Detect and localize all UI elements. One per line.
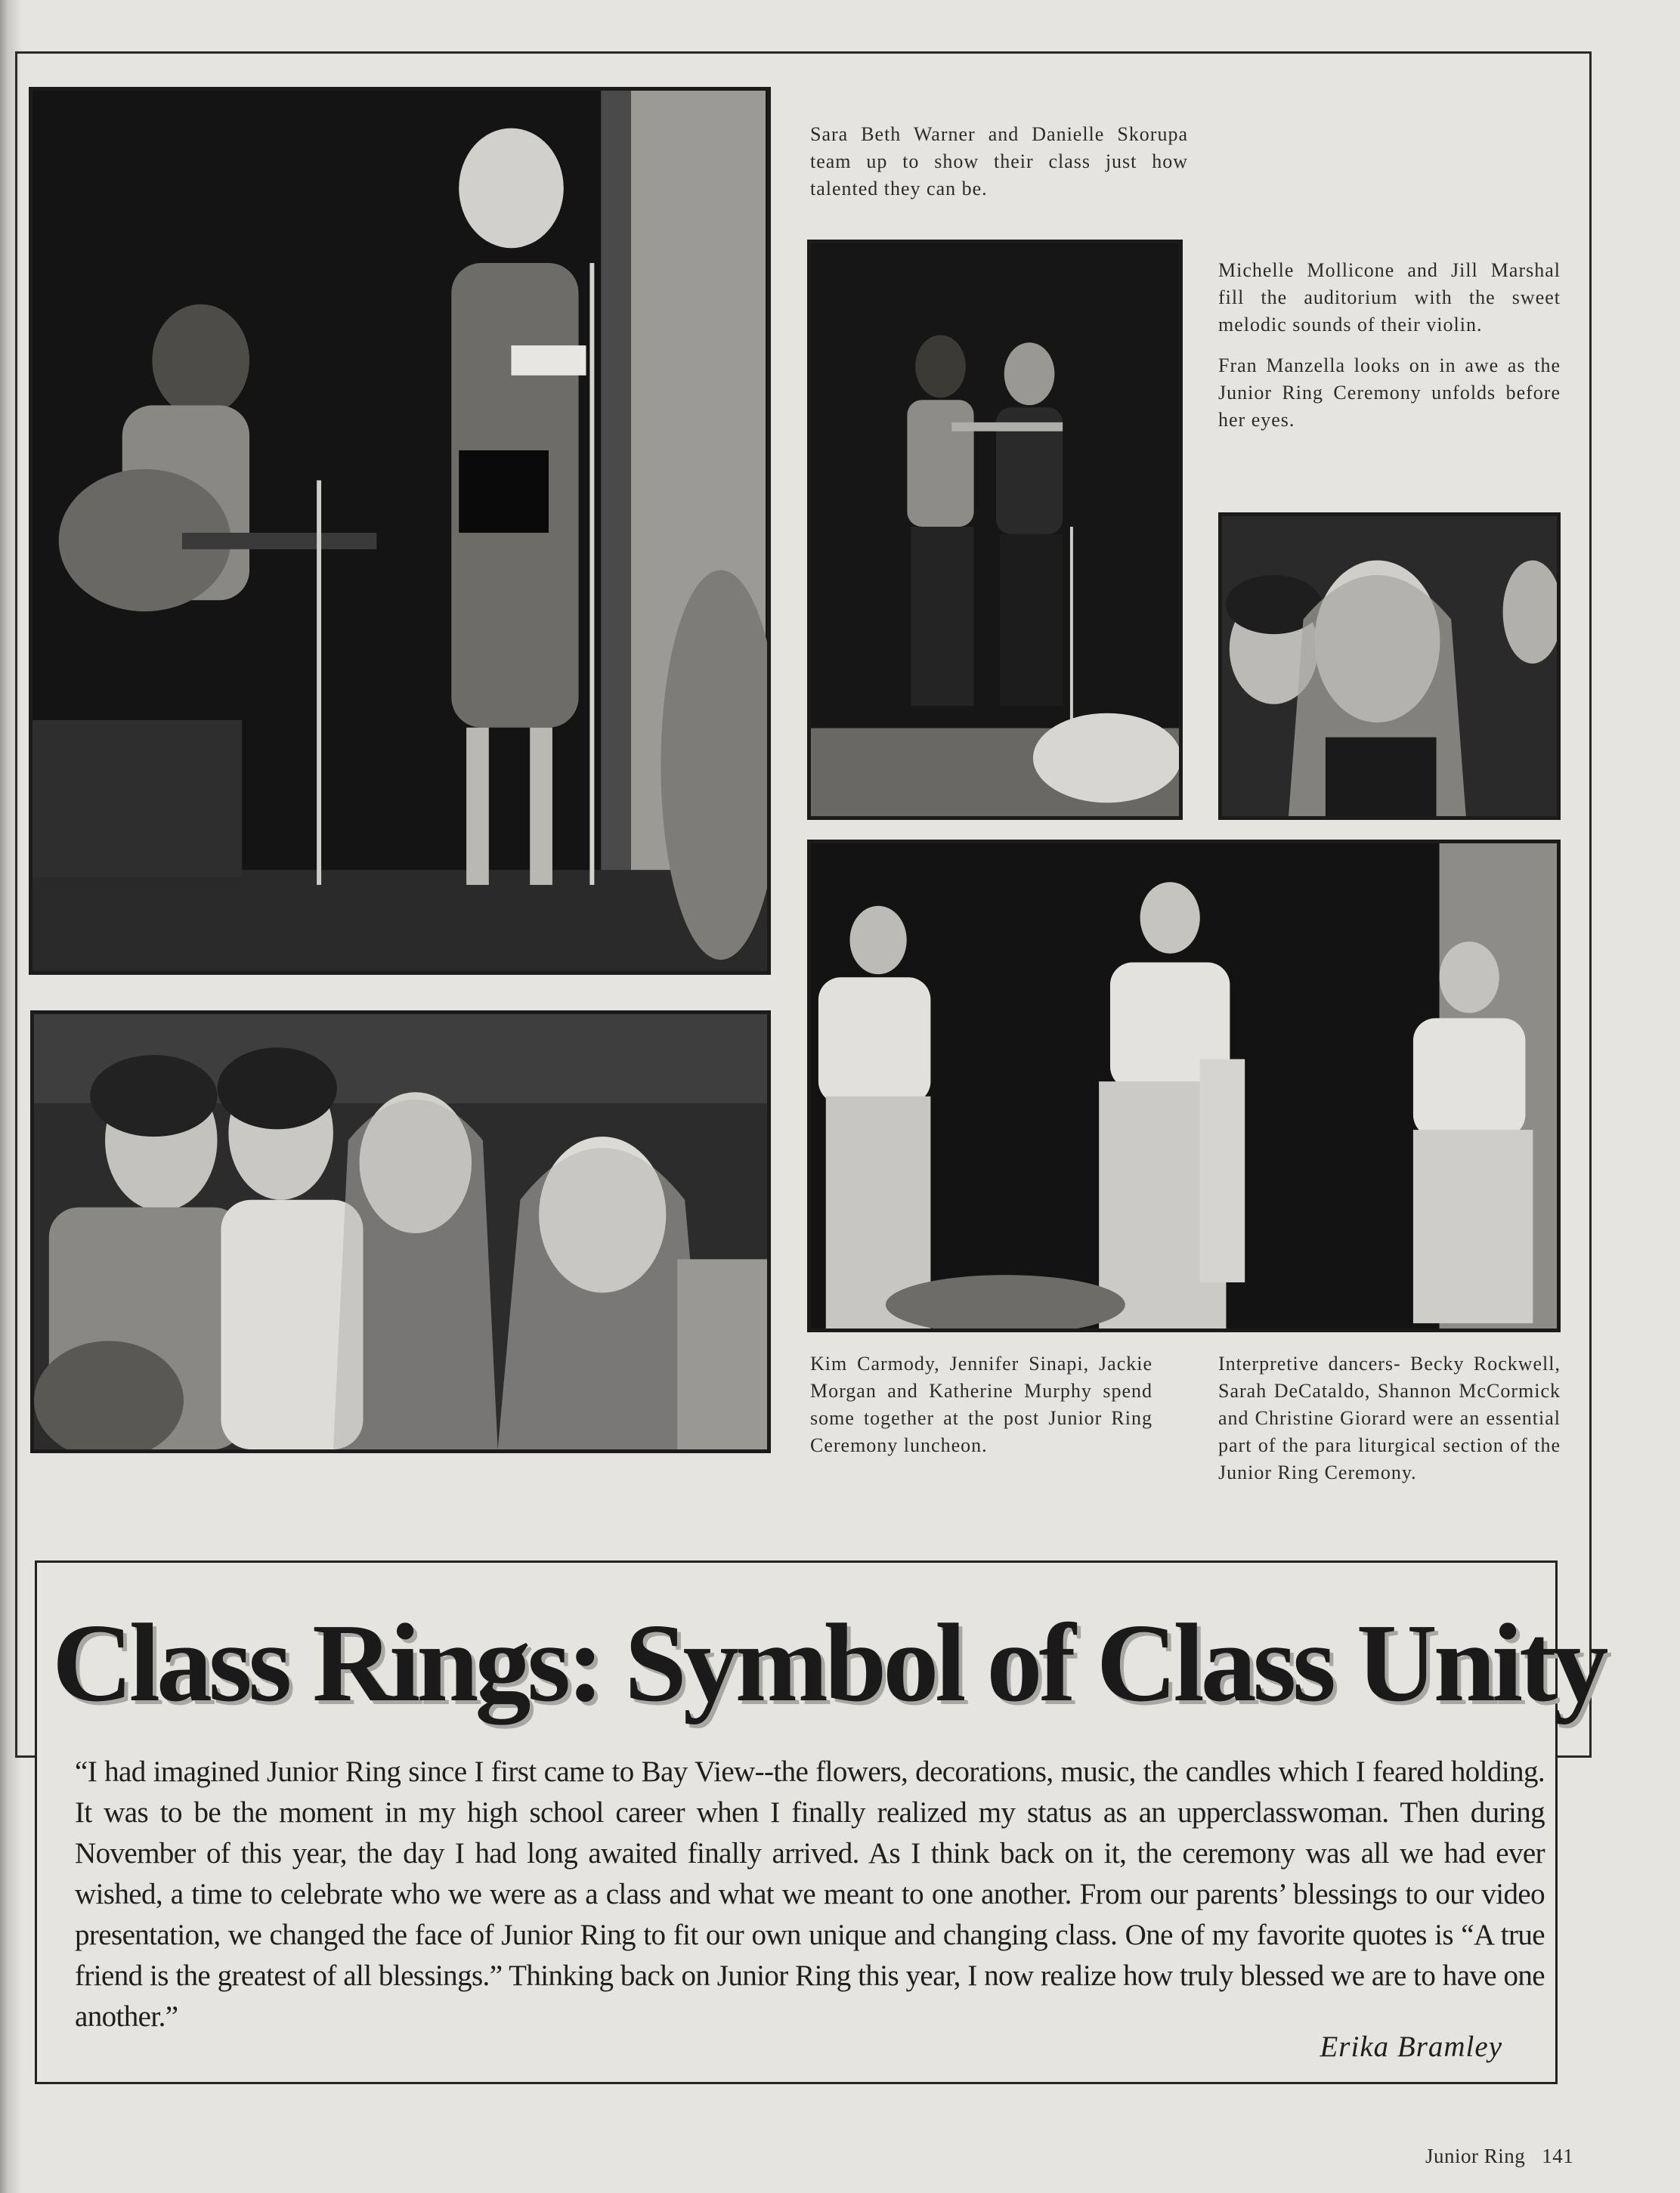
caption-dancers: Interpretive dancers- Becky Rockwell, Sarah DeCataldo, Shannon McCormick and Christine Giorard were an essential part of the para liturgical section of the Junior Ring Ceremony. [1218, 1353, 1561, 1483]
feature-box [35, 1560, 1605, 2084]
quote-author: Erika Bramley [1320, 2031, 1502, 2063]
caption-duet: Sara Beth Warner and Danielle Skorupa team up to show their class just how talented they can be. [810, 123, 1188, 200]
page-title: Class Rings: Symbol of Class Unity [52, 1601, 1605, 1725]
caption-violin: Michelle Mollicone and Jill Marshal fill the auditorium with the sweet melodic sounds of their violin. [1218, 259, 1561, 336]
folio-page-number: 141 [1542, 2145, 1574, 2167]
photo-luncheon-group [30, 1010, 771, 1453]
caption-luncheon: Kim Carmody, Jennifer Sinapi, Jackie Morgan and Katherine Murphy spend some together at the post Junior Ring Ceremony luncheon. [810, 1353, 1152, 1456]
photo-audience-awe [1218, 512, 1561, 820]
photo-duet-performance [29, 87, 771, 975]
photo-violin-duet [807, 240, 1183, 820]
student-quote: “I had imagined Junior Ring since I first came to Bay View--the flowers, decorations, music, the candles which I feared holding. It was to be the moment in my high school career when I finally realized my status as an upperclasswoman. Then during November of this year, the day I had long awaited finally arrived. As I think back on it, the ceremony was all we had ever wished, a time to celebrate who we were as a class and what we meant to one another. From our parents’ blessings to our video presentation, we changed the face of Junior Ring to fit our own unique and changing class. One of my favorite quotes is “A true friend is the greatest of all blessings.” Thinking back on Junior Ring this year, I now realize how truly blessed we are to have one another.” [75, 1755, 1545, 2033]
caption-violin-group [1218, 257, 1561, 447]
page-folio [1425, 2145, 1573, 2168]
folio-section: Junior Ring [1425, 2145, 1526, 2167]
photo-interpretive-dancers [807, 840, 1561, 1332]
caption-awe: Fran Manzella looks on in awe as the Junior Ring Ceremony unfolds before her eyes. [1218, 354, 1561, 431]
